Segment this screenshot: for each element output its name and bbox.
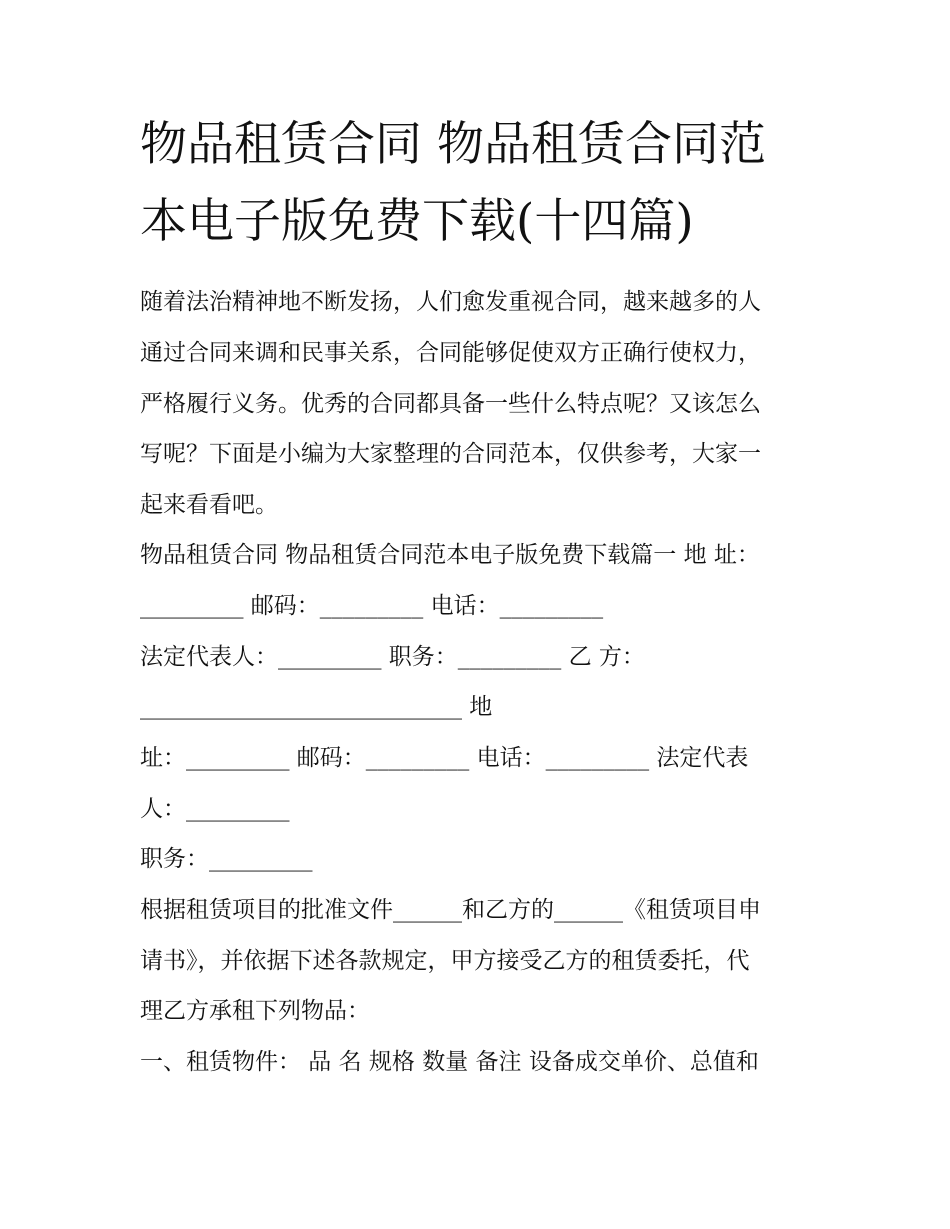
party-b-name-line: ____________________________ 地	[140, 694, 493, 720]
body-text-line: 请书》，并依据下述各款规定，甲方接受乙方的租赁委托，代	[140, 948, 750, 974]
party-b-representative-line: 人：_________	[140, 796, 290, 822]
document-title-line-1: 物品租赁合同 物品租赁合同范	[140, 117, 766, 172]
party-a-representative-line: 法定代表人：_________ 职务：_________ 乙 方：	[140, 644, 645, 670]
body-text-line: 理乙方承租下列物品：	[140, 998, 370, 1024]
lease-items-line: 一、租赁物件： 品 名 规格 数量 备注 设备成交单价、总值和	[140, 1049, 759, 1075]
body-text-line: 写呢？下面是小编为大家整理的合同范本，仅供参考，大家一	[140, 441, 761, 467]
party-b-position-line: 职务：_________	[140, 846, 313, 872]
contract-heading-line: 物品租赁合同 物品租赁合同范本电子版免费下载篇一 地 址：	[140, 542, 760, 568]
document-title-line-2: 本电子版免费下载(十四篇)	[140, 194, 694, 249]
body-text-line: 随着法治精神地不断发扬，人们愈发重视合同，越来越多的人	[140, 289, 761, 315]
body-text-line: 起来看看吧。	[140, 492, 278, 518]
body-text-line: 通过合同来调和民事关系，合同能够促使双方正确行使权力，	[140, 340, 761, 366]
party-a-contact-line: _________ 邮码：_________ 电话：_________	[140, 593, 604, 619]
body-text-line: 根据租赁项目的批准文件______和乙方的______《租赁项目申	[140, 897, 761, 923]
party-b-contact-line: 址：_________ 邮码：_________ 电话：_________ 法定代表	[140, 745, 749, 771]
body-text-line: 严格履行义务。优秀的合同都具备一些什么特点呢？又该怎么	[140, 391, 761, 417]
